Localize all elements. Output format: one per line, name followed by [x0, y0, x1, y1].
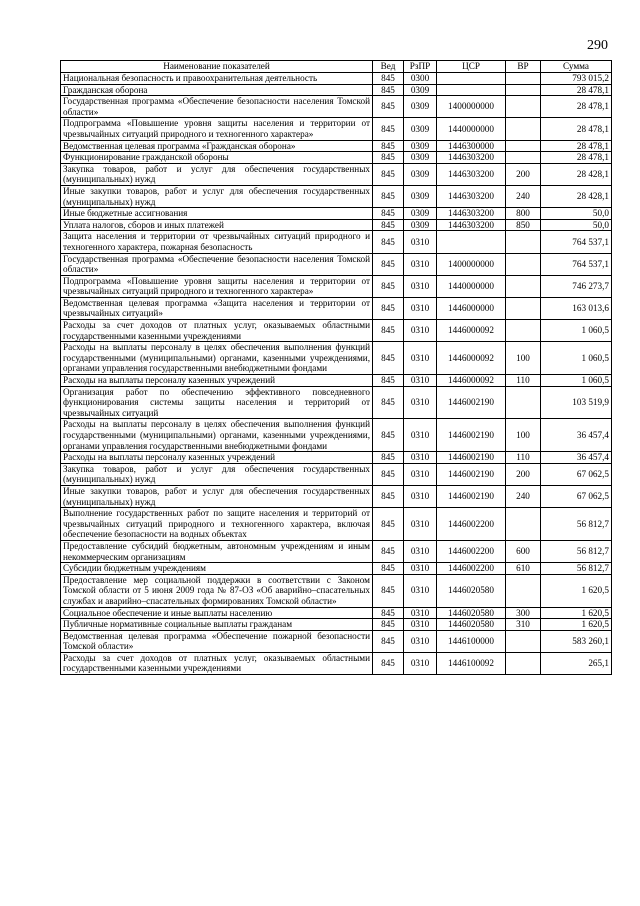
cell-name: Расходы на выплаты персоналу в целях обеспечения выполнения функций государственными (муниципальными) органами, казенными учреждениями, органами управления государственными внебюджетными фондами	[61, 419, 373, 452]
cell-ved: 845	[373, 231, 404, 253]
table-row	[61, 73, 612, 85]
cell-name: Расходы на выплаты персоналу казенных учреждений	[61, 452, 373, 464]
cell-name: Функционирование гражданской обороны	[61, 152, 373, 164]
cell-ved: 845	[373, 118, 404, 140]
cell-sum: 793 015,2	[541, 73, 612, 85]
cell-name: Публичные нормативные социальные выплаты гражданам	[61, 619, 373, 631]
cell-sum: 746 273,7	[541, 275, 612, 297]
cell-rp: 0309	[404, 163, 437, 185]
table-row	[61, 140, 612, 152]
cell-vr	[506, 140, 541, 152]
cell-name: Предоставление субсидий бюджетным, автономным учреждениям и иным некоммерческим организациям	[61, 540, 373, 562]
cell-rp: 0310	[404, 630, 437, 652]
cell-csr: 1446020580	[437, 619, 506, 631]
cell-name: Государственная программа «Обеспечение безопасности населения Томской области»	[61, 253, 373, 275]
cell-vr	[506, 84, 541, 96]
cell-name: Иные закупки товаров, работ и услуг для обеспечения государственных (муниципальных) нужд	[61, 485, 373, 507]
cell-rp: 0310	[404, 540, 437, 562]
header-sum: Сумма	[541, 61, 612, 73]
cell-csr: 1446002190	[437, 463, 506, 485]
cell-vr: 200	[506, 463, 541, 485]
cell-csr	[437, 73, 506, 85]
cell-csr: 1446000092	[437, 375, 506, 387]
table-row	[61, 219, 612, 231]
cell-vr	[506, 152, 541, 164]
cell-csr: 1446020580	[437, 607, 506, 619]
cell-name: Социальное обеспечение и иные выплаты населению	[61, 607, 373, 619]
cell-sum: 1 620,5	[541, 607, 612, 619]
cell-ved: 845	[373, 419, 404, 452]
cell-name: Иные бюджетные ассигнования	[61, 208, 373, 220]
header-ved: Вед	[373, 61, 404, 73]
table-row	[61, 574, 612, 607]
cell-name: Расходы за счет доходов от платных услуг, оказываемых областными государственными казенными учреждениями	[61, 320, 373, 342]
table-row	[61, 563, 612, 575]
table-row	[61, 619, 612, 631]
table-row	[61, 84, 612, 96]
header-name: Наименование показателей	[61, 61, 373, 73]
cell-rp: 0310	[404, 452, 437, 464]
cell-ved: 845	[373, 619, 404, 631]
cell-sum: 1 620,5	[541, 574, 612, 607]
cell-rp: 0309	[404, 84, 437, 96]
cell-vr	[506, 386, 541, 419]
cell-csr: 1440000000	[437, 118, 506, 140]
cell-ved: 845	[373, 320, 404, 342]
cell-rp: 0309	[404, 118, 437, 140]
cell-sum: 50,0	[541, 208, 612, 220]
cell-vr: 600	[506, 540, 541, 562]
cell-rp: 0310	[404, 563, 437, 575]
cell-sum: 28 478,1	[541, 152, 612, 164]
cell-name: Закупка товаров, работ и услуг для обеспечения государственных (муниципальных) нужд	[61, 463, 373, 485]
cell-rp: 0310	[404, 386, 437, 419]
cell-csr	[437, 231, 506, 253]
table-row	[61, 630, 612, 652]
cell-ved: 845	[373, 375, 404, 387]
cell-vr: 240	[506, 185, 541, 207]
cell-name: Субсидии бюджетным учреждениям	[61, 563, 373, 575]
cell-rp: 0310	[404, 419, 437, 452]
cell-csr: 1446002190	[437, 419, 506, 452]
cell-sum: 28 478,1	[541, 140, 612, 152]
cell-rp: 0310	[404, 485, 437, 507]
cell-ved: 845	[373, 485, 404, 507]
cell-vr	[506, 96, 541, 118]
cell-sum: 56 812,7	[541, 563, 612, 575]
cell-ved: 845	[373, 275, 404, 297]
cell-rp: 0309	[404, 185, 437, 207]
cell-vr: 200	[506, 163, 541, 185]
cell-rp: 0310	[404, 231, 437, 253]
cell-sum: 50,0	[541, 219, 612, 231]
cell-vr	[506, 297, 541, 319]
cell-sum: 163 013,6	[541, 297, 612, 319]
cell-vr: 240	[506, 485, 541, 507]
cell-vr: 850	[506, 219, 541, 231]
table-row	[61, 386, 612, 419]
cell-rp: 0310	[404, 619, 437, 631]
table-row	[61, 607, 612, 619]
cell-name: Защита населения и территории от чрезвычайных ситуаций природного и техногенного характера, пожарная безопасность	[61, 231, 373, 253]
cell-ved: 845	[373, 84, 404, 96]
cell-sum: 28 428,1	[541, 163, 612, 185]
cell-csr: 1446303200	[437, 219, 506, 231]
cell-rp: 0310	[404, 320, 437, 342]
cell-vr	[506, 574, 541, 607]
table-row	[61, 118, 612, 140]
cell-rp: 0310	[404, 508, 437, 541]
cell-ved: 845	[373, 253, 404, 275]
cell-sum: 1 620,5	[541, 619, 612, 631]
cell-csr: 1446002200	[437, 508, 506, 541]
cell-ved: 845	[373, 607, 404, 619]
cell-vr: 110	[506, 375, 541, 387]
cell-ved: 845	[373, 163, 404, 185]
cell-csr: 1446100092	[437, 652, 506, 674]
cell-sum: 56 812,7	[541, 508, 612, 541]
table-row	[61, 208, 612, 220]
table-row	[61, 540, 612, 562]
cell-sum: 36 457,4	[541, 419, 612, 452]
table-row	[61, 231, 612, 253]
cell-csr: 1400000000	[437, 96, 506, 118]
cell-rp: 0310	[404, 275, 437, 297]
table-row	[61, 152, 612, 164]
cell-rp: 0310	[404, 342, 437, 375]
cell-vr: 310	[506, 619, 541, 631]
table-row	[61, 463, 612, 485]
cell-csr: 1446002190	[437, 485, 506, 507]
cell-rp: 0310	[404, 652, 437, 674]
cell-csr: 1446000092	[437, 320, 506, 342]
cell-csr: 1446002190	[437, 452, 506, 464]
cell-sum: 28 428,1	[541, 185, 612, 207]
cell-csr: 1446303200	[437, 185, 506, 207]
cell-sum: 1 060,5	[541, 375, 612, 387]
table-row	[61, 452, 612, 464]
header-csr: ЦСР	[437, 61, 506, 73]
cell-name: Уплата налогов, сборов и иных платежей	[61, 219, 373, 231]
cell-vr	[506, 118, 541, 140]
cell-rp: 0309	[404, 152, 437, 164]
cell-ved: 845	[373, 630, 404, 652]
cell-sum: 1 060,5	[541, 320, 612, 342]
cell-sum: 28 478,1	[541, 84, 612, 96]
cell-sum: 67 062,5	[541, 485, 612, 507]
cell-csr: 1400000000	[437, 253, 506, 275]
page-number: 290	[587, 38, 608, 53]
cell-name: Гражданская оборона	[61, 84, 373, 96]
cell-ved: 845	[373, 96, 404, 118]
cell-ved: 845	[373, 508, 404, 541]
cell-name: Государственная программа «Обеспечение безопасности населения Томской области»	[61, 96, 373, 118]
cell-rp: 0310	[404, 607, 437, 619]
budget-table	[60, 60, 612, 675]
cell-ved: 845	[373, 219, 404, 231]
cell-rp: 0310	[404, 375, 437, 387]
header-rp: РзПР	[404, 61, 437, 73]
cell-csr: 1446303200	[437, 152, 506, 164]
cell-name: Ведомственная целевая программа «Защита населения и территории от чрезвычайных ситуаций»	[61, 297, 373, 319]
table-row	[61, 253, 612, 275]
cell-rp: 0310	[404, 463, 437, 485]
cell-name: Расходы на выплаты персоналу казенных учреждений	[61, 375, 373, 387]
table-row	[61, 485, 612, 507]
cell-name: Закупка товаров, работ и услуг для обеспечения государственных (муниципальных) нужд	[61, 163, 373, 185]
cell-csr: 1440000000	[437, 275, 506, 297]
cell-ved: 845	[373, 185, 404, 207]
cell-csr: 1446000000	[437, 297, 506, 319]
cell-ved: 845	[373, 73, 404, 85]
table-row	[61, 652, 612, 674]
table-row	[61, 375, 612, 387]
cell-name: Выполнение государственных работ по защите населения и территорий от чрезвычайных ситуаций природного и техногенного характера, включая обеспечение безопасности на водных объектах	[61, 508, 373, 541]
table-row	[61, 163, 612, 185]
cell-name: Предоставление мер социальной поддержки в соответствии с Законом Томской области от 5 июня 2009 года № 87-ОЗ «Об аварийно–спасательных службах и аварийно–спасательных формированиях Томской области»	[61, 574, 373, 607]
table-header-row	[61, 61, 612, 73]
cell-sum: 265,1	[541, 652, 612, 674]
table-row	[61, 185, 612, 207]
cell-vr: 100	[506, 419, 541, 452]
cell-sum: 764 537,1	[541, 253, 612, 275]
cell-sum: 103 519,9	[541, 386, 612, 419]
cell-ved: 845	[373, 574, 404, 607]
cell-name: Иные закупки товаров, работ и услуг для обеспечения государственных (муниципальных) нужд	[61, 185, 373, 207]
cell-csr	[437, 84, 506, 96]
cell-sum: 764 537,1	[541, 231, 612, 253]
table-row	[61, 320, 612, 342]
cell-vr	[506, 231, 541, 253]
cell-name: Расходы на выплаты персоналу в целях обеспечения выполнения функций государственными (муниципальными) органами, казенными учреждениями, органами управления государственными внебюджетными фондами	[61, 342, 373, 375]
header-vr: ВР	[506, 61, 541, 73]
cell-vr	[506, 508, 541, 541]
cell-sum: 28 478,1	[541, 118, 612, 140]
cell-sum: 28 478,1	[541, 96, 612, 118]
cell-sum: 36 457,4	[541, 452, 612, 464]
cell-csr: 1446002190	[437, 386, 506, 419]
cell-name: Ведомственная целевая программа «Гражданская оборона»	[61, 140, 373, 152]
cell-vr	[506, 253, 541, 275]
cell-csr: 1446002200	[437, 563, 506, 575]
cell-rp: 0309	[404, 140, 437, 152]
cell-csr: 1446100000	[437, 630, 506, 652]
cell-vr: 300	[506, 607, 541, 619]
cell-rp: 0310	[404, 253, 437, 275]
cell-csr: 1446303200	[437, 163, 506, 185]
cell-sum: 583 260,1	[541, 630, 612, 652]
cell-csr: 1446000092	[437, 342, 506, 375]
cell-ved: 845	[373, 152, 404, 164]
table-row	[61, 96, 612, 118]
cell-vr: 610	[506, 563, 541, 575]
cell-vr: 110	[506, 452, 541, 464]
cell-name: Подпрограмма «Повышение уровня защиты населения и территории от чрезвычайных ситуаций природного и техногенного характера»	[61, 275, 373, 297]
table-row	[61, 297, 612, 319]
cell-rp: 0309	[404, 208, 437, 220]
cell-ved: 845	[373, 540, 404, 562]
cell-name: Национальная безопасность и правоохранительная деятельность	[61, 73, 373, 85]
cell-ved: 845	[373, 452, 404, 464]
cell-rp: 0309	[404, 96, 437, 118]
cell-csr: 1446020580	[437, 574, 506, 607]
cell-vr	[506, 652, 541, 674]
cell-vr	[506, 630, 541, 652]
table-row	[61, 275, 612, 297]
cell-rp: 0309	[404, 219, 437, 231]
cell-sum: 56 812,7	[541, 540, 612, 562]
cell-csr: 1446303200	[437, 208, 506, 220]
cell-rp: 0300	[404, 73, 437, 85]
cell-sum: 67 062,5	[541, 463, 612, 485]
cell-ved: 845	[373, 386, 404, 419]
cell-name: Подпрограмма «Повышение уровня защиты населения и территории от чрезвычайных ситуаций природного и техногенного характера»	[61, 118, 373, 140]
table-row	[61, 419, 612, 452]
cell-ved: 845	[373, 140, 404, 152]
cell-rp: 0310	[404, 297, 437, 319]
cell-rp: 0310	[404, 574, 437, 607]
cell-vr: 100	[506, 342, 541, 375]
table-row	[61, 508, 612, 541]
cell-ved: 845	[373, 463, 404, 485]
cell-vr	[506, 320, 541, 342]
cell-name: Организация работ по обеспечению эффективного повседневного функционирования системы защиты населения и территорий от чрезвычайных ситуаций	[61, 386, 373, 419]
cell-vr	[506, 73, 541, 85]
cell-ved: 845	[373, 342, 404, 375]
cell-ved: 845	[373, 208, 404, 220]
cell-name: Ведомственная целевая программа «Обеспечение пожарной безопасности Томской области»	[61, 630, 373, 652]
cell-vr	[506, 275, 541, 297]
cell-vr: 800	[506, 208, 541, 220]
cell-csr: 1446300000	[437, 140, 506, 152]
table-row	[61, 342, 612, 375]
cell-csr: 1446002200	[437, 540, 506, 562]
cell-sum: 1 060,5	[541, 342, 612, 375]
cell-name: Расходы за счет доходов от платных услуг, оказываемых областными государственными казенными учреждениями	[61, 652, 373, 674]
cell-ved: 845	[373, 652, 404, 674]
cell-ved: 845	[373, 297, 404, 319]
cell-ved: 845	[373, 563, 404, 575]
